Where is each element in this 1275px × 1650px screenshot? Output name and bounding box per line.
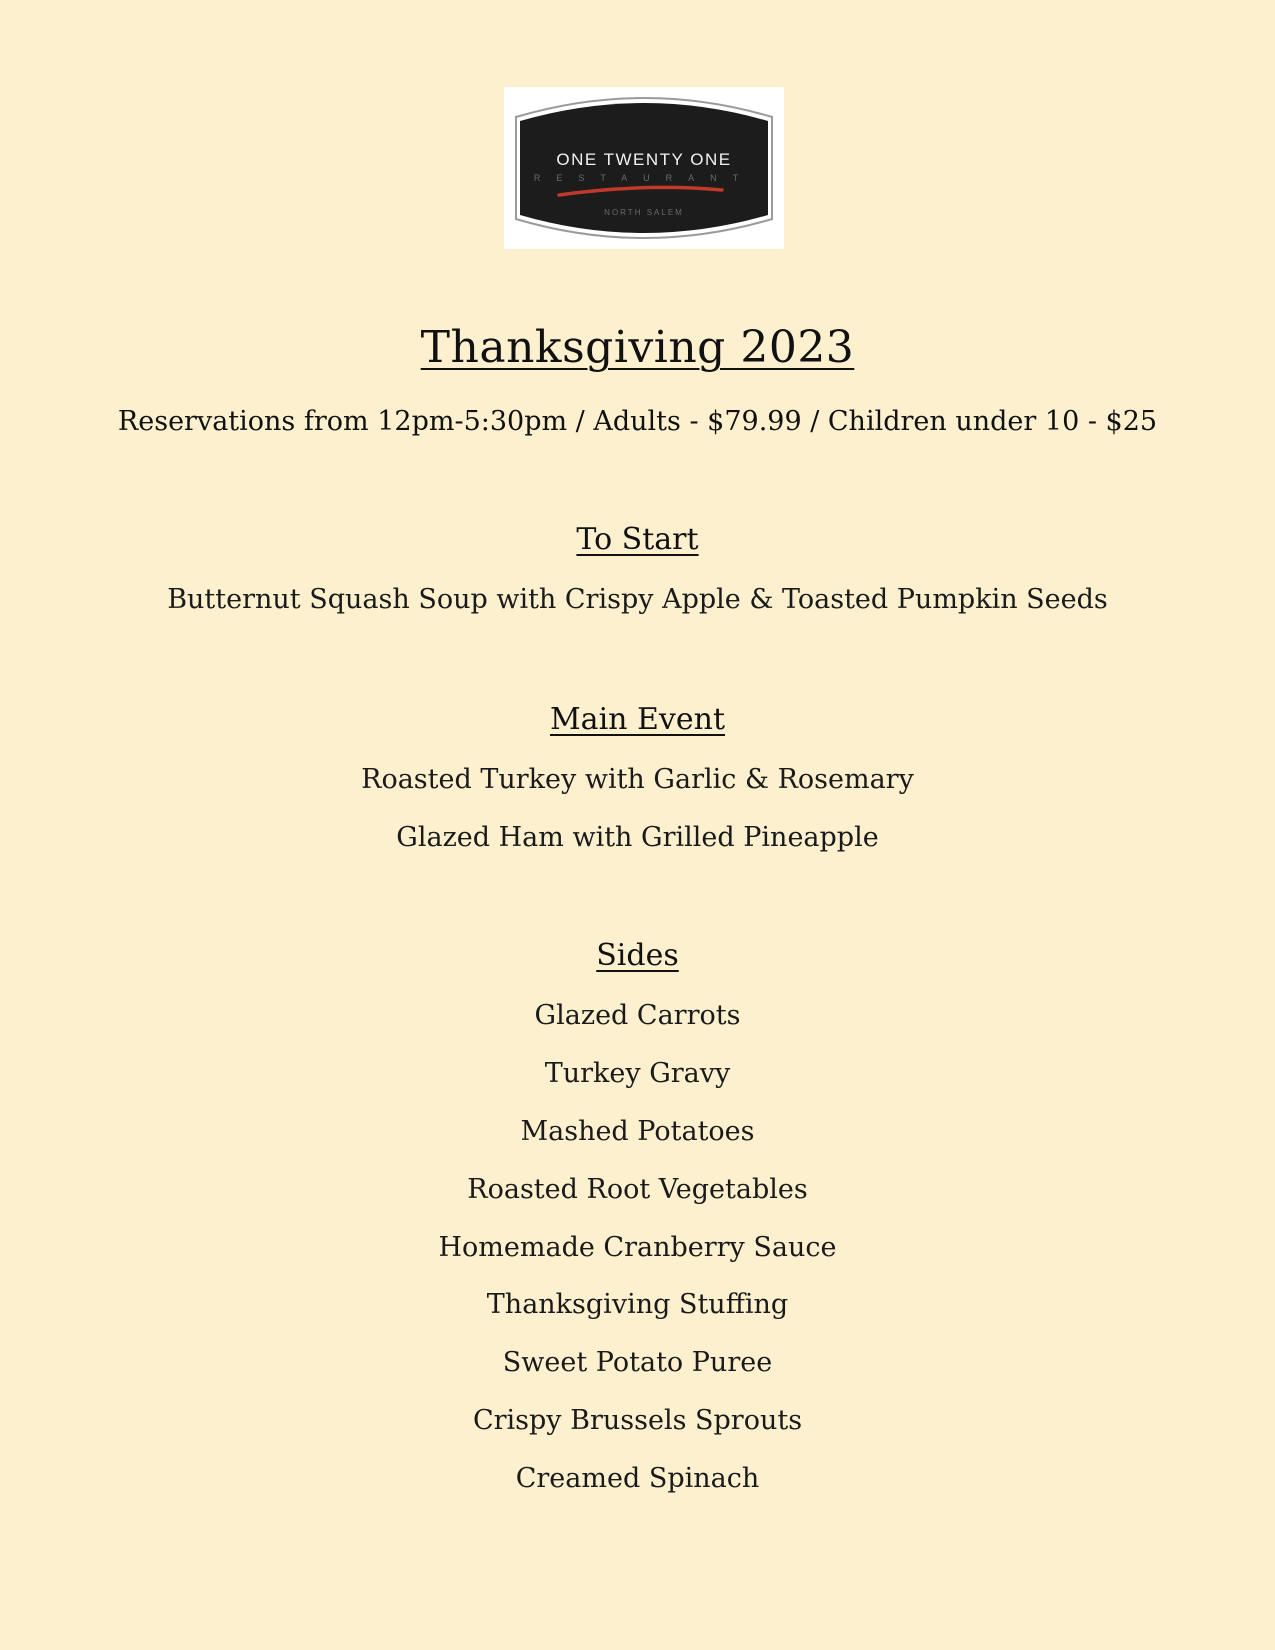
menu-item: Turkey Gravy — [544, 1058, 731, 1089]
menu-item: Glazed Ham with Grilled Pineapple — [396, 822, 879, 853]
menu-item: Creamed Spinach — [515, 1463, 760, 1494]
restaurant-logo — [504, 87, 784, 249]
logo-location-text: NORTH SALEM — [604, 208, 684, 217]
section-heading-sides: Sides — [596, 938, 679, 973]
menu-item: Crispy Brussels Sprouts — [472, 1405, 803, 1436]
section-heading-to-start: To Start — [576, 522, 699, 557]
menu-item: Roasted Turkey with Garlic & Rosemary — [361, 764, 914, 795]
menu-item: Glazed Carrots — [534, 1000, 741, 1031]
page-title: Thanksgiving 2023 — [420, 322, 855, 373]
menu-item: Butternut Squash Soup with Crispy Apple & Toasted Pumpkin Seeds — [167, 584, 1108, 615]
section-heading-main-event: Main Event — [549, 702, 726, 737]
menu-item: Mashed Potatoes — [520, 1116, 755, 1147]
logo-badge-icon — [504, 87, 784, 249]
menu-item: Thanksgiving Stuffing — [486, 1289, 789, 1320]
logo-restaurant-text: RESTAURANT — [533, 173, 755, 183]
menu-item: Sweet Potato Puree — [502, 1347, 773, 1378]
menu-item: Roasted Root Vegetables — [467, 1174, 808, 1205]
menu-item: Homemade Cranberry Sauce — [438, 1232, 837, 1263]
reservation-details: Reservations from 12pm-5:30pm / Adults - $79.99 / Children under 10 - $25 — [117, 406, 1158, 437]
logo-name-text: ONE TWENTY ONE — [556, 150, 732, 169]
